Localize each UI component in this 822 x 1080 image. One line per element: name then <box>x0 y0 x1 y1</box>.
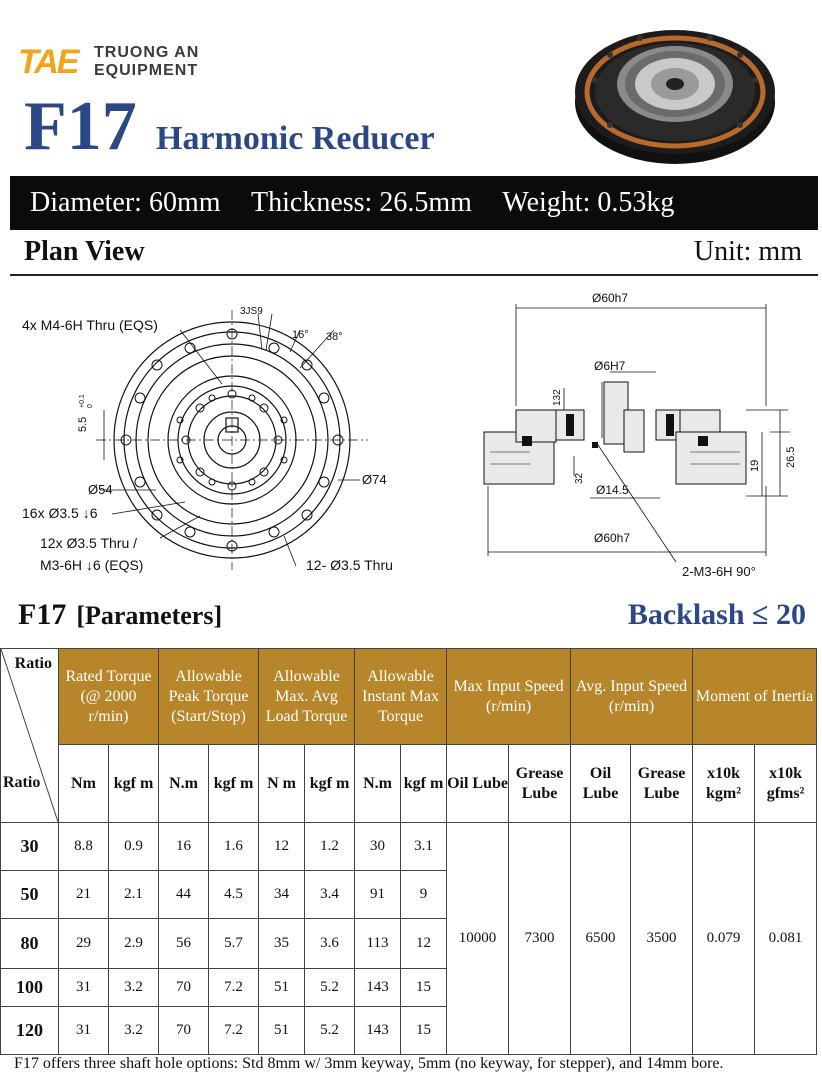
parameters-table <box>0 648 817 1055</box>
label-keyway: 3JS9 <box>240 306 263 317</box>
ratio-cell: 100 <box>1 969 59 1007</box>
label-angle-38: 38° <box>326 331 343 343</box>
logo-line-1: TRUONG AN <box>94 44 200 61</box>
front-view-drawing <box>0 290 420 590</box>
value-cell: 1.6 <box>209 823 259 871</box>
sub-header: kgf m <box>305 745 355 823</box>
spec-bar <box>10 176 818 230</box>
value-cell: 70 <box>159 1007 209 1055</box>
ratio-cell: 80 <box>1 919 59 969</box>
label-32: 32 <box>574 472 585 484</box>
label-bore-tol-bottom: 0 <box>87 404 94 408</box>
sub-header: kgf m <box>401 745 447 823</box>
corner-diagonal <box>1 649 58 822</box>
header-avg-input-speed: Avg. Input Speed (r/min) <box>571 649 693 745</box>
label-holes-16: 16x Ø3.5 ↓6 <box>22 505 98 521</box>
label-bore-dim: 5.5 <box>77 416 89 432</box>
value-cell: 12 <box>259 823 305 871</box>
label-d54: Ø54 <box>88 482 113 497</box>
value-cell: 7.2 <box>209 969 259 1007</box>
value-cell: 3.1 <box>401 823 447 871</box>
value-cell: 8.8 <box>59 823 109 871</box>
spec-weight: Weight: 0.53kg <box>502 187 675 218</box>
value-cell: 3.6 <box>305 919 355 969</box>
sub-header: kgf m <box>209 745 259 823</box>
label-d74: Ø74 <box>362 472 387 487</box>
max-speed-oil-cell: 10000 <box>447 823 509 1055</box>
value-cell: 31 <box>59 969 109 1007</box>
inertia-kgm-cell: 0.079 <box>693 823 755 1055</box>
label-holes-outer: 12- Ø3.5 Thru <box>306 557 393 573</box>
label-d60-top: Ø60h7 <box>592 291 629 305</box>
label-holes-top: 4x M4-6H Thru (EQS) <box>22 317 158 333</box>
value-cell: 3.2 <box>109 1007 159 1055</box>
value-cell: 29 <box>59 919 109 969</box>
sub-header: x10k gfms² <box>755 745 817 823</box>
footnote: F17 offers three shaft hole options: Std 8mm w/ 3mm keyway, 5mm (no keyway, for stepper), and 14mm bore. <box>14 1055 724 1072</box>
value-cell: 70 <box>159 969 209 1007</box>
corner-ratio-bottom: Ratio <box>3 774 41 791</box>
ratio-corner-cell <box>1 649 59 823</box>
label-bore-tol-top: +0.1 <box>79 394 86 408</box>
value-cell: 16 <box>159 823 209 871</box>
sub-header: Oil Lube <box>571 745 631 823</box>
product-photo <box>570 10 780 170</box>
value-cell: 44 <box>159 871 209 919</box>
parameters-title <box>18 598 222 632</box>
value-cell: 0.9 <box>109 823 159 871</box>
value-cell: 56 <box>159 919 209 969</box>
spec-thickness: Thickness: 26.5mm <box>251 187 472 218</box>
value-cell: 51 <box>259 1007 305 1055</box>
sub-header: N.m <box>355 745 401 823</box>
sub-header: kgf m <box>109 745 159 823</box>
value-cell: 15 <box>401 1007 447 1055</box>
value-cell: 7.2 <box>209 1007 259 1055</box>
sub-header: N m <box>259 745 305 823</box>
value-cell: 113 <box>355 919 401 969</box>
corner-ratio-top: Ratio <box>14 655 52 672</box>
sub-header: Nm <box>59 745 109 823</box>
label-h265: 26.5 <box>785 446 797 468</box>
ratio-cell: 30 <box>1 823 59 871</box>
table-row <box>1 823 817 871</box>
avg-speed-oil-cell: 6500 <box>571 823 631 1055</box>
value-cell: 2.9 <box>109 919 159 969</box>
value-cell: 143 <box>355 969 401 1007</box>
model-name: F17 <box>24 88 137 165</box>
header-rated-torque: Rated Torque (@ 2000 r/min) <box>59 649 159 745</box>
parameters-bracket: [Parameters] <box>76 601 223 630</box>
logo-mark: TAE <box>18 43 78 81</box>
inertia-gfms-cell: 0.081 <box>755 823 817 1055</box>
section-view-drawing <box>470 286 820 586</box>
value-cell: 2.1 <box>109 871 159 919</box>
value-cell: 51 <box>259 969 305 1007</box>
value-cell: 9 <box>401 871 447 919</box>
value-cell: 5.7 <box>209 919 259 969</box>
value-cell: 35 <box>259 919 305 969</box>
value-cell: 5.2 <box>305 1007 355 1055</box>
sub-header: Grease Lube <box>509 745 571 823</box>
value-cell: 3.2 <box>109 969 159 1007</box>
label-angle-16: 16° <box>292 329 309 341</box>
value-cell: 30 <box>355 823 401 871</box>
label-thread: 2-M3-6H 90° <box>682 564 756 579</box>
label-d60-bottom: Ø60h7 <box>594 531 631 545</box>
plan-view-title: Plan View <box>24 236 145 267</box>
label-holes-12b: M3-6H ↓6 (EQS) <box>40 557 144 573</box>
sub-header: Oil Lube <box>447 745 509 823</box>
label-h19: 19 <box>749 459 761 472</box>
product-subtitle: Harmonic Reducer <box>156 120 435 157</box>
ratio-cell: 50 <box>1 871 59 919</box>
value-cell: 12 <box>401 919 447 969</box>
label-holes-12a: 12x Ø3.5 Thru / <box>40 535 138 551</box>
value-cell: 4.5 <box>209 871 259 919</box>
ratio-cell: 120 <box>1 1007 59 1055</box>
label-d6: Ø6H7 <box>594 359 626 373</box>
header-peak-torque: Allowable Peak Torque (Start/Stop) <box>159 649 259 745</box>
header-instant-max-torque: Allowable Instant Max Torque <box>355 649 447 745</box>
value-cell: 5.2 <box>305 969 355 1007</box>
plan-divider <box>10 274 818 276</box>
header-max-input-speed: Max Input Speed (r/min) <box>447 649 571 745</box>
backlash-label: Backlash ≤ 20 <box>627 598 806 631</box>
parameters-model: F17 <box>18 598 67 631</box>
avg-speed-grease-cell: 3500 <box>631 823 693 1055</box>
value-cell: 1.2 <box>305 823 355 871</box>
max-speed-grease-cell: 7300 <box>509 823 571 1055</box>
sub-header: Grease Lube <box>631 745 693 823</box>
label-d145: Ø14.5 <box>596 483 629 497</box>
value-cell: 3.4 <box>305 871 355 919</box>
unit-label: Unit: mm <box>693 236 802 267</box>
value-cell: 91 <box>355 871 401 919</box>
value-cell: 21 <box>59 871 109 919</box>
logo-line-2: EQUIPMENT <box>94 62 199 79</box>
value-cell: 143 <box>355 1007 401 1055</box>
header-avg-load-torque: Allowable Max. Avg Load Torque <box>259 649 355 745</box>
spec-diameter: Diameter: 60mm <box>30 187 221 218</box>
header-moment-of-inertia: Moment of Inertia <box>693 649 817 745</box>
company-logo <box>18 44 218 80</box>
value-cell: 31 <box>59 1007 109 1055</box>
value-cell: 34 <box>259 871 305 919</box>
sub-header: x10k kgm² <box>693 745 755 823</box>
value-cell: 15 <box>401 969 447 1007</box>
sub-header: N.m <box>159 745 209 823</box>
label-132: 132 <box>552 389 563 406</box>
